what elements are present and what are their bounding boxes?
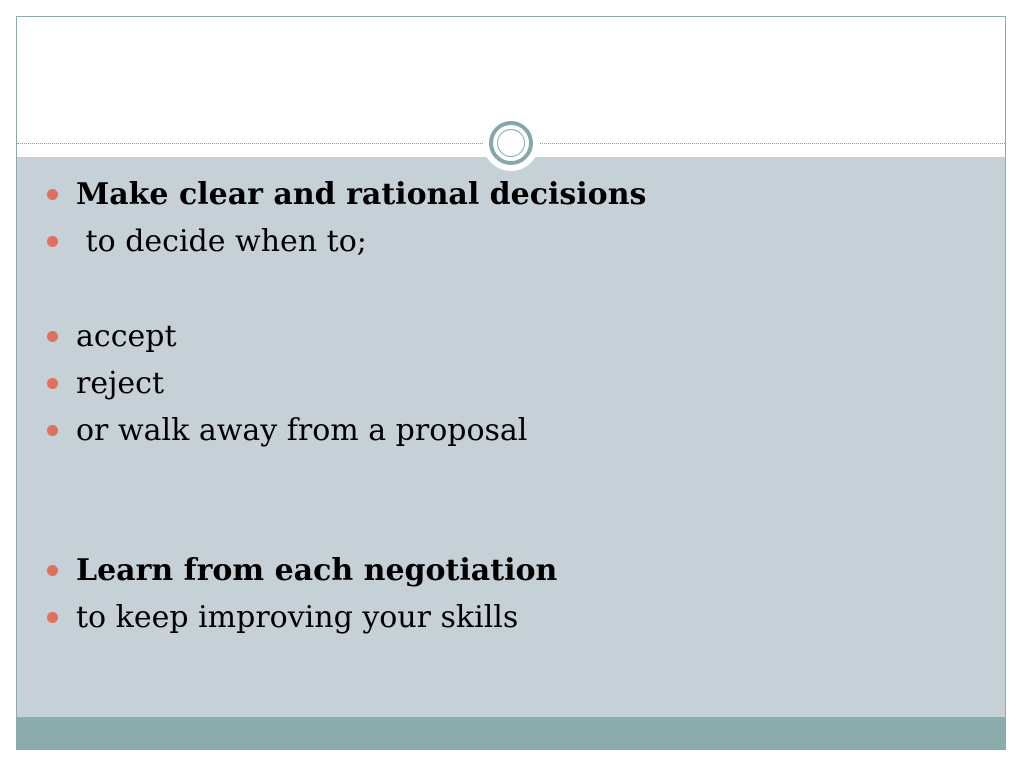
bullet-text: or walk away from a proposal [76, 412, 528, 448]
bullet-item-decide-when [47, 221, 367, 261]
bullet-dot-icon [47, 236, 58, 247]
bullet-item-reject [47, 363, 164, 403]
bullet-item-learn-from-negotiation [47, 550, 557, 590]
bullet-dot-icon [47, 331, 58, 342]
bullet-dot-icon [47, 378, 58, 389]
bullet-dot-icon [47, 612, 58, 623]
bullet-dot-icon [47, 189, 58, 200]
bullet-item-make-clear-decisions [47, 174, 646, 214]
slide [16, 16, 1006, 750]
bullet-dot-icon [47, 425, 58, 436]
bullet-list [17, 17, 1005, 749]
bullet-text: Make clear and rational decisions [76, 176, 647, 212]
bullet-dot-icon [47, 565, 58, 576]
bullet-item-walk-away [47, 410, 527, 450]
bullet-item-keep-improving [47, 597, 518, 637]
bullet-text: reject [76, 365, 165, 401]
bullet-text: accept [76, 318, 177, 354]
bullet-text: to decide when to; [76, 223, 367, 259]
bullet-text: to keep improving your skills [76, 599, 519, 635]
bullet-text: Learn from each negotiation [76, 552, 558, 588]
bullet-item-accept [47, 316, 177, 356]
